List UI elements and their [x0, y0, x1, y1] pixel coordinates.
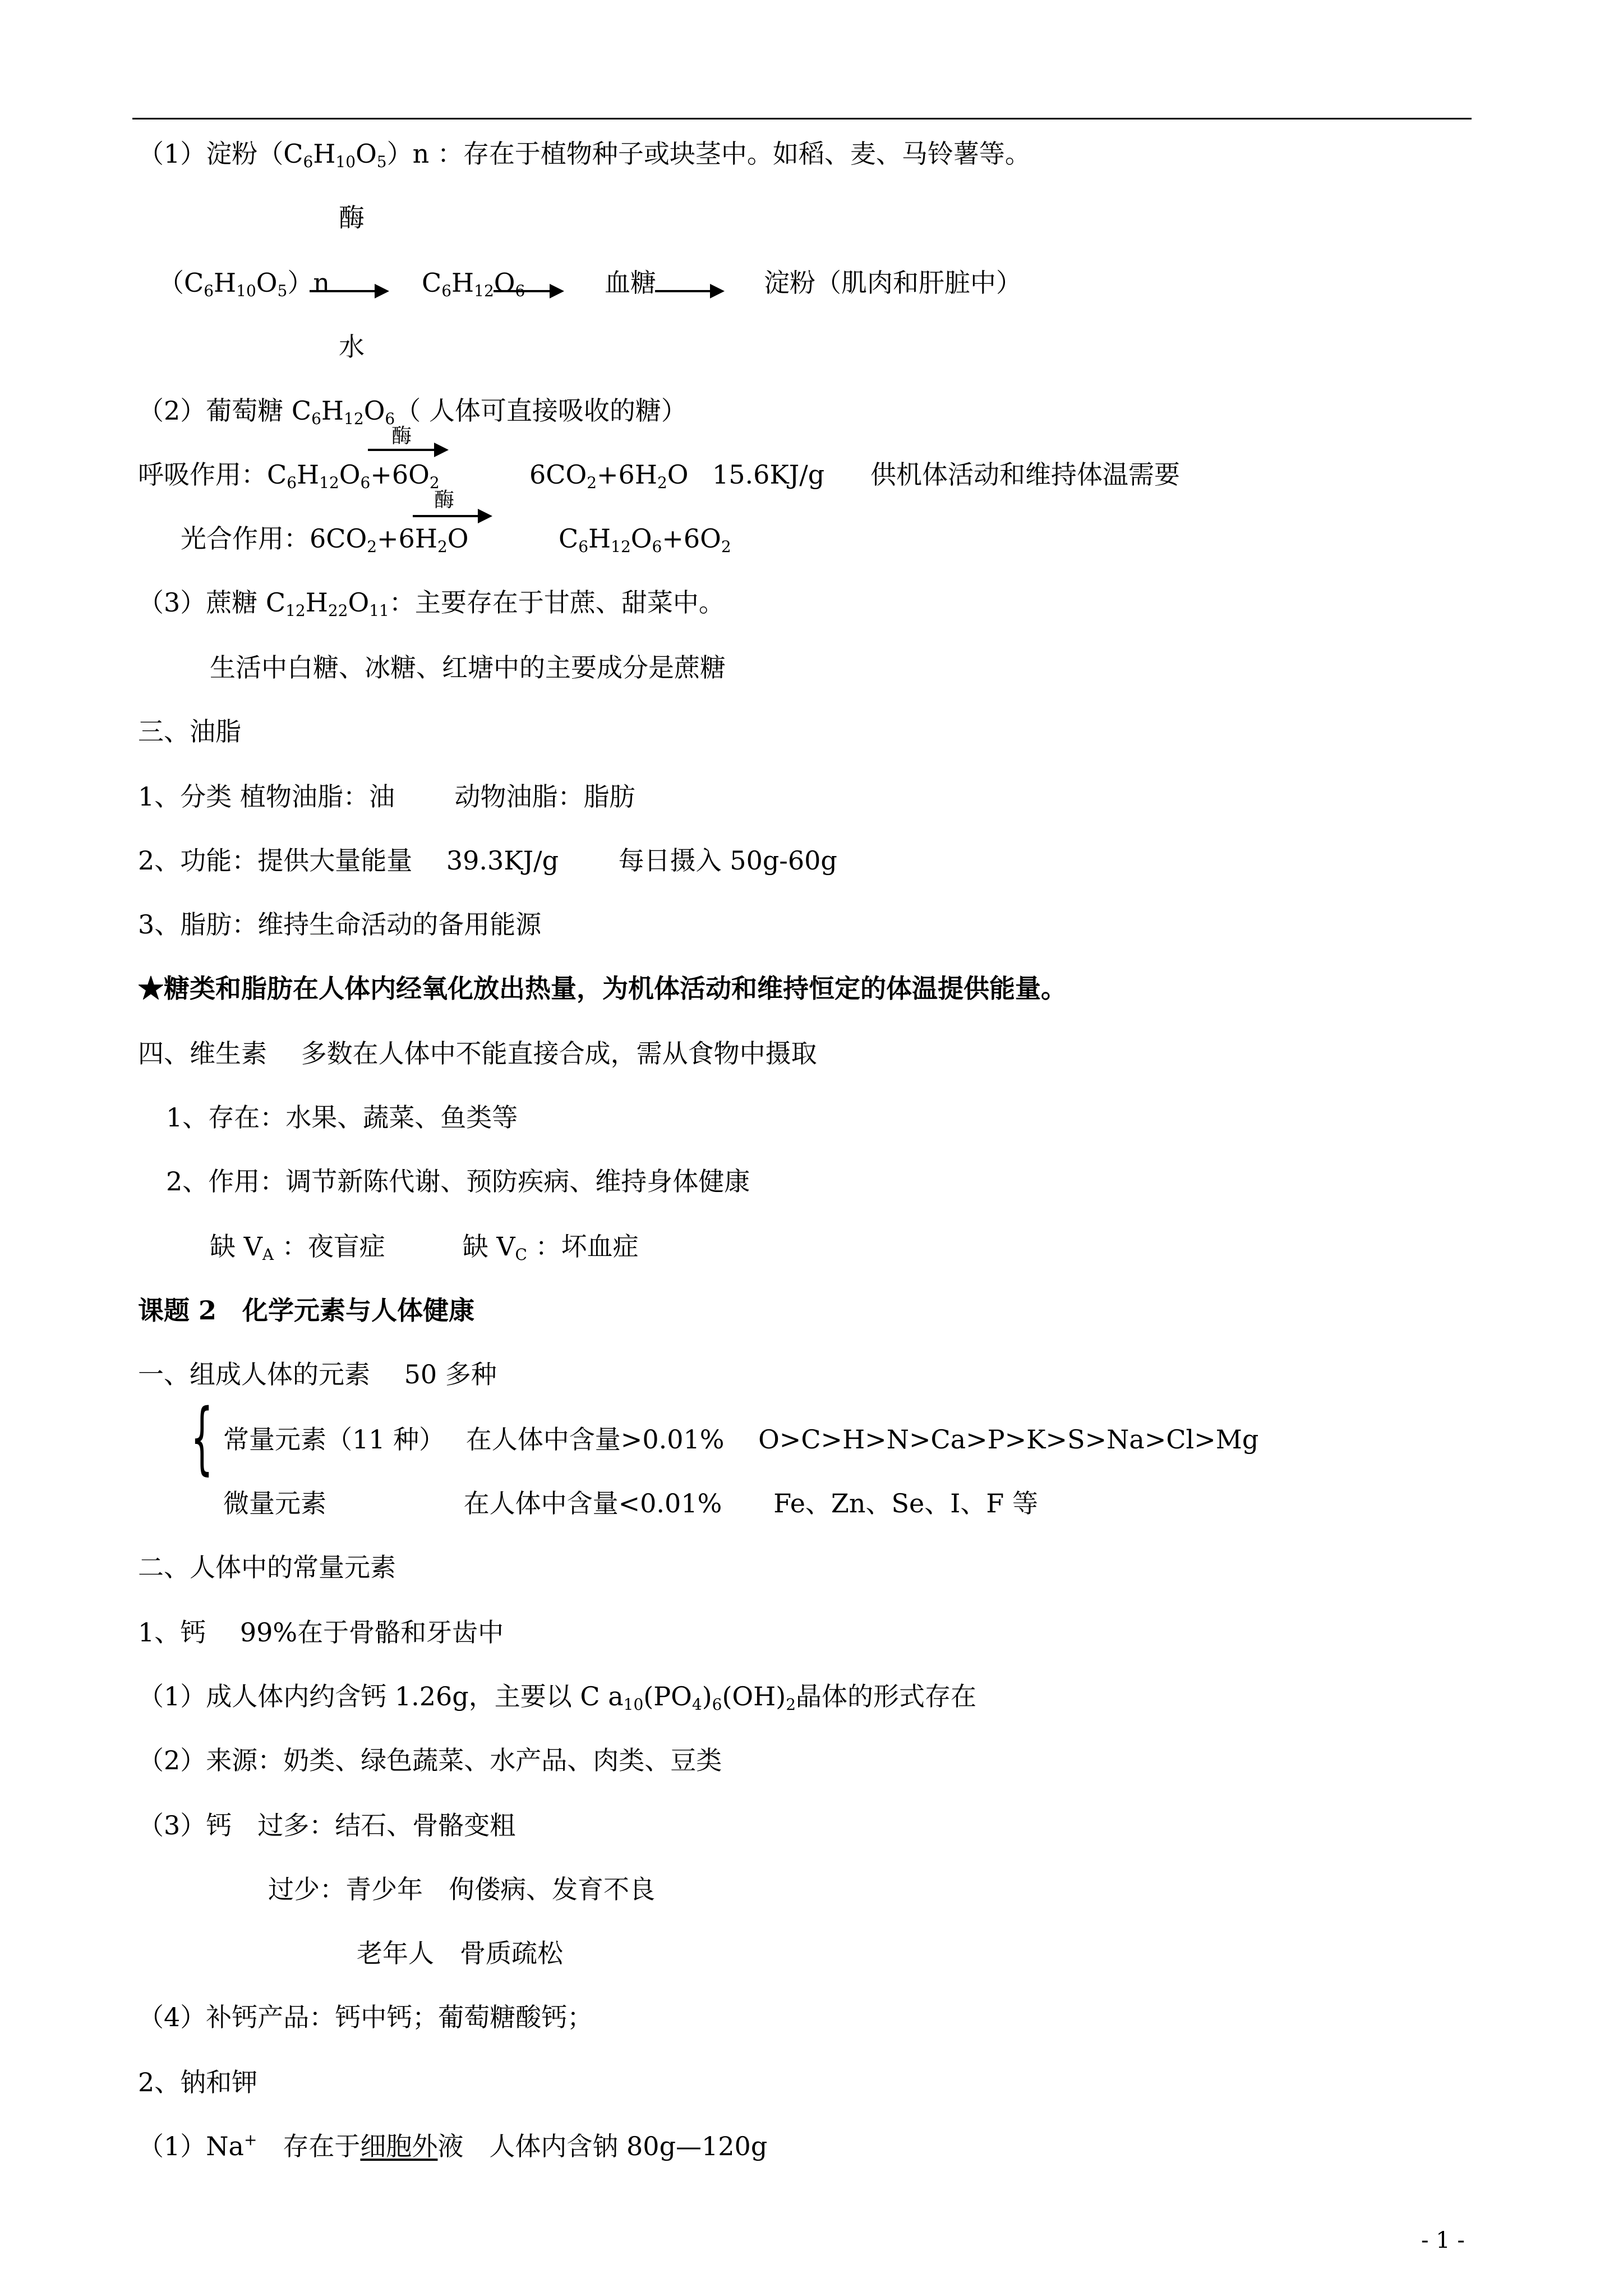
- calcium-excess: （3）钙 过多：结石、骨骼变粗: [138, 1810, 516, 1841]
- starch-formula: $(C_6H_{10}O_5)n$: [158, 268, 330, 300]
- page-number: - 1 -: [1421, 2228, 1465, 2253]
- arrow-starch-to-glucose: [310, 290, 386, 292]
- calcium-heading: 1、钙 99%在于骨骼和牙齿中: [138, 1617, 504, 1648]
- arrow-blood-to-glycogen: [655, 290, 721, 292]
- sucrose-line: （3）蔗糖 $C_{12}H_{22}O_{11}$：主要存在于甘蔗、甜菜中。: [138, 587, 725, 620]
- vitamin-deficiency: 缺 $V_A$ ：夜盲症 缺 $V_C$ ：坏血症: [210, 1231, 639, 1264]
- micro-elements: 微量元素 在人体中含量<0.01% Fe、Zn、Se、I、F 等: [223, 1488, 1038, 1519]
- respiration-energy: 15.6KJ/g: [712, 459, 825, 490]
- arrow-glucose-to-blood: [494, 290, 561, 292]
- fat-classification: 1、分类 植物油脂：油 动物油脂：脂肪: [138, 781, 635, 812]
- fat-reserve: 3、脂肪：维持生命活动的备用能源: [138, 909, 542, 940]
- enzyme-label: 酶: [339, 203, 365, 233]
- glucose-line: （2）葡萄糖 $C_6H_{12}O_6$（ 人体可直接吸收的糖）: [138, 395, 687, 428]
- glucose-formula: $C_6H_{12}O_6$: [422, 268, 525, 300]
- section-vitamins: 四、维生素 多数在人体中不能直接合成，需从食物中摄取: [138, 1038, 817, 1069]
- respiration-arrow: [368, 449, 445, 451]
- elements-brace: {: [191, 1392, 214, 1484]
- respiration-note: 供机体活动和维持体温需要: [870, 459, 1180, 490]
- fat-function: 2、功能：提供大量能量 39.3KJ/g 每日摄入 50g-60g: [138, 845, 837, 876]
- respiration-products: $6CO_2+6H_2O$: [529, 459, 689, 492]
- sodium-potassium-heading: 2、钠和钾: [138, 2067, 258, 2097]
- elements-heading: 一、组成人体的元素 50 多种: [138, 1359, 497, 1389]
- glycogen-label: 淀粉（肌肉和肝脏中）: [764, 268, 1022, 298]
- starch-line: （1）淀粉$(C_6H_{10}O_5)n$ ：存在于植物种子或块茎中。如稻、麦、马铃薯等。: [138, 139, 1031, 171]
- blood-sugar-label: 血糖: [605, 268, 656, 298]
- calcium-supplements: （4）补钙产品：钙中钙；葡萄糖酸钙；: [138, 2002, 593, 2032]
- energy-summary: ★糖类和脂肪在人体内经氧化放出热量，为机体活动和维持恒定的体温提供能量。: [138, 973, 1067, 1004]
- section-macro-elements: 二、人体中的常量元素: [138, 1552, 396, 1582]
- macro-elements: 常量元素（11 种） 在人体中含量>0.01% O>C>H>N>Ca>P>K>S>Na>Cl>Mg: [223, 1424, 1259, 1455]
- vitamin-function: 2、作用：调节新陈代谢、预防疾病、维持身体健康: [166, 1166, 750, 1197]
- photosynthesis-products: $C_6H_{12}O_6+6O_2$: [559, 523, 731, 556]
- calcium-sources: （2）来源：奶类、绿色蔬菜、水产品、肉类、豆类: [138, 1745, 722, 1775]
- calcium-deficit-elderly: 老年人 骨质疏松: [357, 1938, 563, 1968]
- water-label: 水: [339, 332, 365, 362]
- photosynthesis-line: 光合作用：$6CO_2+6H_2O$: [181, 523, 469, 556]
- calcium-deficit-youth: 过少：青少年 佝偻病、发育不良: [268, 1874, 655, 1904]
- photosynthesis-enzyme: 酶: [434, 489, 455, 512]
- section-fats: 三、油脂: [138, 716, 241, 747]
- vitamin-sources: 1、存在：水果、蔬菜、鱼类等: [166, 1102, 518, 1133]
- sucrose-note: 生活中白糖、冰糖、红塘中的主要成分是蔗糖: [210, 652, 726, 683]
- photosynthesis-arrow: [413, 515, 489, 517]
- calcium-content: （1）成人体内约含钙 1.26g，主要以 C $a_{10}(PO_4)_6(OH)_2$晶体的形式存在: [138, 1681, 977, 1714]
- topic-2-title: 课题 2 化学元素与人体健康: [138, 1295, 475, 1326]
- header-rule: [132, 118, 1472, 119]
- respiration-enzyme: 酶: [391, 425, 412, 448]
- sodium-line: （1）Na+ 存在于细胞外液 人体内含钠 80g—120g: [138, 2131, 768, 2161]
- respiration-line: 呼吸作用：$C_6H_{12}O_6+6O_2$: [138, 459, 440, 492]
